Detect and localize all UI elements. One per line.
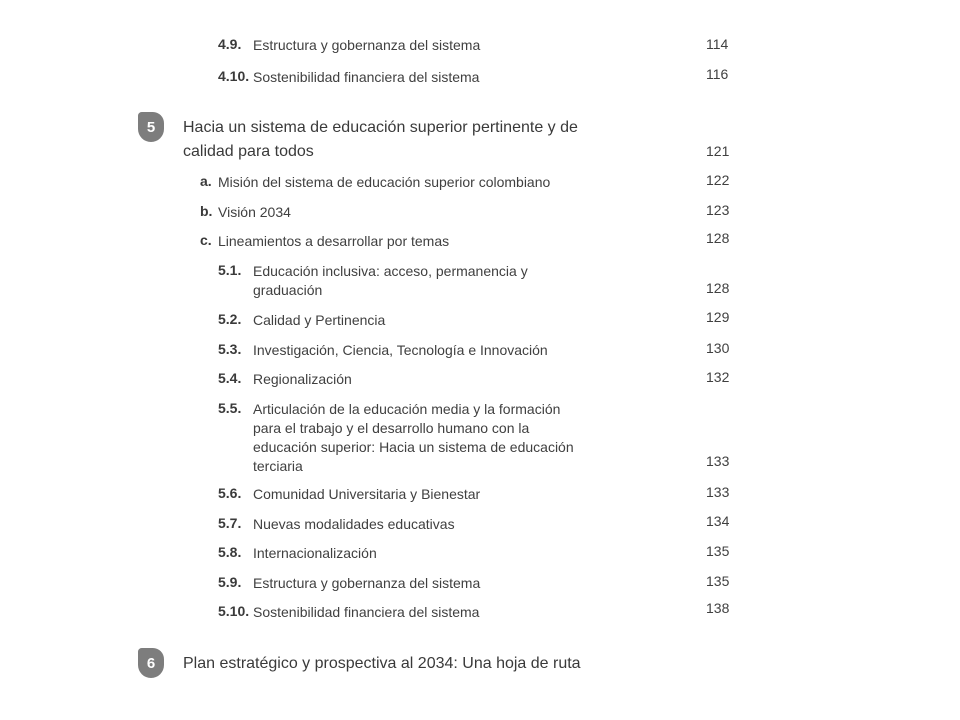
entry-title-line: graduación: [253, 282, 323, 298]
entry-title: Visión 2034: [218, 204, 291, 220]
entry-number: 5.5.: [218, 400, 242, 416]
entry-number: 5.3.: [218, 341, 242, 357]
entry-number: 5.9.: [218, 574, 242, 590]
entry-number: 4.10.: [218, 68, 250, 84]
entry-title-line: Articulación de la educación media y la formación: [253, 401, 561, 417]
entry-title-line: terciaria: [253, 458, 303, 474]
toc-entry-5-9[interactable]: [0, 574, 960, 594]
entry-page: 123: [706, 202, 730, 218]
entry-title-line: Educación inclusiva: acceso, permanencia y: [253, 263, 528, 279]
chapter-title: [183, 116, 578, 164]
entry-page: 121: [706, 143, 730, 159]
entry-number: 5.2.: [218, 311, 242, 327]
entry-title: Regionalización: [253, 371, 352, 387]
toc-entry-c[interactable]: [0, 232, 960, 252]
entry-number: b.: [200, 203, 213, 219]
entry-title: Sostenibilidad financiera del sistema: [253, 69, 480, 85]
toc-entry-b[interactable]: [0, 203, 960, 223]
chapter-5-heading[interactable]: [0, 112, 960, 162]
toc-entry-4-9[interactable]: [0, 36, 960, 56]
entry-title-line: para el trabajo y el desarrollo humano con la: [253, 420, 530, 436]
entry-title: Estructura y gobernanza del sistema: [253, 37, 481, 53]
entry-page: 135: [706, 543, 730, 559]
entry-title: Investigación, Ciencia, Tecnología e Innovación: [253, 342, 548, 358]
entry-title-line: educación superior: Hacia un sistema de educación: [253, 439, 574, 455]
entry-title: Estructura y gobernanza del sistema: [253, 575, 481, 591]
entry-page: 128: [706, 280, 730, 296]
chapter-number-badge: 5: [138, 112, 164, 142]
entry-number: 5.10.: [218, 603, 250, 619]
entry-number: 5.8.: [218, 544, 242, 560]
entry-page: 138: [706, 600, 730, 616]
entry-page: 116: [706, 66, 729, 82]
entry-number: 5.7.: [218, 515, 242, 531]
entry-number: a.: [200, 173, 212, 189]
chapter-number-badge: 6: [138, 648, 164, 678]
entry-title: Comunidad Universitaria y Bienestar: [253, 486, 481, 502]
entry-page: 122: [706, 172, 730, 188]
entry-title: Internacionalización: [253, 545, 377, 561]
entry-page: 135: [706, 573, 730, 589]
entry-title: Lineamientos a desarrollar por temas: [218, 233, 450, 249]
entry-page: 132: [706, 369, 730, 385]
entry-page: 133: [706, 453, 730, 469]
entry-title: Misión del sistema de educación superior colombiano: [218, 174, 551, 190]
toc-entry-4-10[interactable]: [0, 68, 960, 88]
chapter-title: Plan estratégico y prospectiva al 2034: Una hoja de ruta: [183, 655, 581, 672]
toc-entry-a[interactable]: [0, 173, 960, 193]
toc-entry-5-10[interactable]: [0, 600, 960, 623]
entry-title: [253, 400, 574, 476]
entry-page: 128: [706, 230, 730, 246]
entry-page: 114: [706, 36, 729, 52]
toc-entry-5-2[interactable]: [0, 311, 960, 331]
entry-number: 5.6.: [218, 485, 242, 501]
entry-number: 5.1.: [218, 262, 242, 278]
entry-page: 134: [706, 513, 730, 529]
entry-page: 129: [706, 309, 730, 325]
toc-entry-5-5[interactable]: [0, 400, 960, 476]
entry-number: 5.4.: [218, 370, 242, 386]
entry-page: 133: [706, 484, 730, 500]
entry-title: [253, 262, 528, 300]
entry-title: Sostenibilidad financiera del sistema: [253, 604, 480, 620]
toc-entry-5-6[interactable]: [0, 485, 960, 505]
toc-entry-5-4[interactable]: [0, 370, 960, 390]
toc-entry-5-3[interactable]: [0, 341, 960, 361]
chapter-6-heading[interactable]: [0, 648, 960, 678]
entry-number: c.: [200, 232, 212, 248]
chapter-title-line: Hacia un sistema de educación superior pertinente y de: [183, 119, 578, 136]
chapter-title-line: calidad para todos: [183, 143, 314, 160]
entry-title: Calidad y Pertinencia: [253, 312, 386, 328]
toc-entry-5-1[interactable]: [0, 262, 960, 302]
entry-number: 4.9.: [218, 36, 242, 52]
toc-entry-5-8[interactable]: [0, 544, 960, 564]
entry-title: Nuevas modalidades educativas: [253, 516, 455, 532]
toc-entry-5-7[interactable]: [0, 515, 960, 535]
entry-page: 130: [706, 340, 730, 356]
